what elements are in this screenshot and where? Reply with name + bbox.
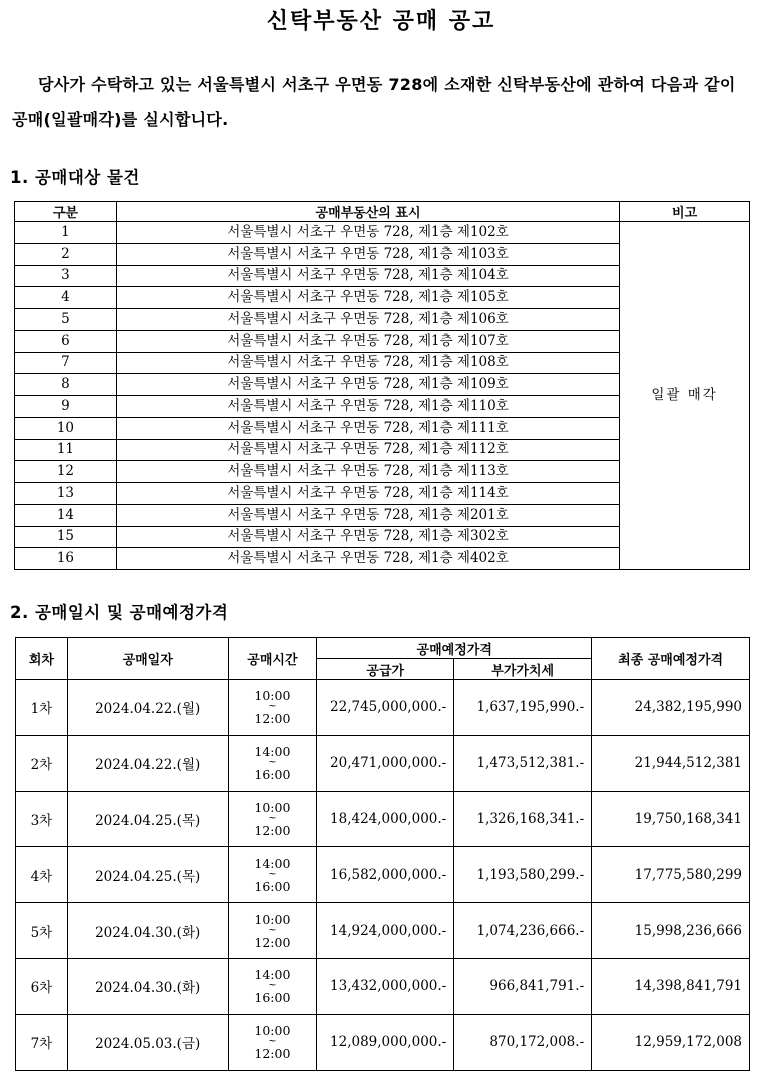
col-header-no: 구분	[15, 202, 117, 222]
time-separator: ~	[268, 757, 277, 769]
round-cell: 1차	[16, 680, 68, 736]
table-row	[16, 847, 750, 903]
time-separator: ~	[268, 1036, 277, 1048]
final-price-cell: 12,959,172,008	[592, 1014, 750, 1070]
section2-heading: 2. 공매일시 및 공매예정가격	[10, 603, 229, 622]
time-end: 12:00	[254, 934, 291, 950]
property-description: 서울특별시 서초구 우면동 728, 제1층 제114호	[116, 483, 619, 505]
auction-schedule-body	[16, 680, 750, 1071]
time-start: 10:00	[254, 688, 291, 704]
final-price-cell: 24,382,195,990	[592, 680, 750, 736]
time-separator: ~	[268, 701, 277, 713]
row-number: 1	[15, 222, 117, 244]
col-header-price-group: 공매예정가격	[317, 638, 592, 659]
page-title: 신탁부동산 공매 공고	[266, 9, 496, 34]
round-cell: 5차	[16, 903, 68, 959]
date-cell: 2024.04.22.(월)	[67, 680, 228, 736]
vat-cell: 1,473,512,381.-	[454, 735, 592, 791]
final-price-cell: 21,944,512,381	[592, 735, 750, 791]
time-start: 14:00	[254, 855, 291, 871]
final-price-cell: 15,998,236,666	[592, 903, 750, 959]
property-description: 서울특별시 서초구 우면동 728, 제1층 제110호	[116, 396, 619, 418]
supply-price-cell: 14,924,000,000.-	[317, 903, 454, 959]
time-end: 12:00	[254, 711, 291, 727]
round-cell: 4차	[16, 847, 68, 903]
date-cell: 2024.05.03.(금)	[67, 1014, 228, 1070]
row-number: 15	[15, 526, 117, 548]
auction-schedule-table	[15, 637, 750, 1071]
property-description: 서울특별시 서초구 우면동 728, 제1층 제113호	[116, 461, 619, 483]
date-cell: 2024.04.30.(화)	[67, 958, 228, 1014]
time-separator: ~	[268, 980, 277, 992]
time-cell	[228, 847, 317, 903]
round-cell: 7차	[16, 1014, 68, 1070]
time-start: 14:00	[254, 967, 291, 983]
time-cell	[228, 735, 317, 791]
row-number: 8	[15, 374, 117, 396]
row-number: 10	[15, 417, 117, 439]
supply-price-cell: 12,089,000,000.-	[317, 1014, 454, 1070]
time-end: 16:00	[254, 767, 291, 783]
property-description: 서울특별시 서초구 우면동 728, 제1층 제302호	[116, 526, 619, 548]
time-cell	[228, 791, 317, 847]
table-row	[16, 680, 750, 736]
time-start: 10:00	[254, 911, 291, 927]
vat-cell: 1,637,195,990.-	[454, 680, 592, 736]
final-price-cell: 19,750,168,341	[592, 791, 750, 847]
property-table	[14, 201, 750, 570]
property-description: 서울특별시 서초구 우면동 728, 제1층 제112호	[116, 439, 619, 461]
table-row	[16, 958, 750, 1014]
time-end: 16:00	[254, 878, 291, 894]
row-number: 2	[15, 243, 117, 265]
vat-cell: 1,193,580,299.-	[454, 847, 592, 903]
col-header-round: 회차	[16, 638, 68, 680]
table-row	[16, 791, 750, 847]
col-header-supply: 공급가	[317, 659, 454, 680]
property-description: 서울특별시 서초구 우면동 728, 제1층 제103호	[116, 243, 619, 265]
time-cell	[228, 903, 317, 959]
section1-heading: 1. 공매대상 물건	[10, 168, 140, 187]
supply-price-cell: 20,471,000,000.-	[317, 735, 454, 791]
time-end: 12:00	[254, 822, 291, 838]
vat-cell: 870,172,008.-	[454, 1014, 592, 1070]
property-description: 서울특별시 서초구 우면동 728, 제1층 제105호	[116, 287, 619, 309]
col-header-date: 공매일자	[67, 638, 228, 680]
time-end: 16:00	[254, 990, 291, 1006]
property-description: 서울특별시 서초구 우면동 728, 제1층 제201호	[116, 504, 619, 526]
property-table-body	[15, 222, 750, 570]
supply-price-cell: 18,424,000,000.-	[317, 791, 454, 847]
time-separator: ~	[268, 924, 277, 936]
property-description: 서울특별시 서초구 우면동 728, 제1층 제111호	[116, 417, 619, 439]
table-row	[16, 903, 750, 959]
col-header-vat: 부가가치세	[454, 659, 592, 680]
row-number: 16	[15, 548, 117, 570]
col-header-final: 최종 공매예정가격	[592, 638, 750, 680]
date-cell: 2024.04.25.(목)	[67, 847, 228, 903]
final-price-cell: 14,398,841,791	[592, 958, 750, 1014]
date-cell: 2024.04.30.(화)	[67, 903, 228, 959]
final-price-cell: 17,775,580,299	[592, 847, 750, 903]
col-header-time: 공매시간	[228, 638, 317, 680]
table-row	[15, 222, 750, 244]
date-cell: 2024.04.25.(목)	[67, 791, 228, 847]
time-start: 10:00	[254, 799, 291, 815]
row-number: 11	[15, 439, 117, 461]
date-cell: 2024.04.22.(월)	[67, 735, 228, 791]
vat-cell: 966,841,791.-	[454, 958, 592, 1014]
property-description: 서울특별시 서초구 우면동 728, 제1층 제109호	[116, 374, 619, 396]
time-end: 12:00	[254, 1046, 291, 1062]
round-cell: 2차	[16, 735, 68, 791]
property-description: 서울특별시 서초구 우면동 728, 제1층 제108호	[116, 352, 619, 374]
remark-cell: 일괄 매각	[620, 222, 750, 570]
property-description: 서울특별시 서초구 우면동 728, 제1층 제107호	[116, 330, 619, 352]
time-cell	[228, 680, 317, 736]
round-cell: 3차	[16, 791, 68, 847]
time-start: 10:00	[254, 1023, 291, 1039]
property-description: 서울특별시 서초구 우면동 728, 제1층 제402호	[116, 548, 619, 570]
property-description: 서울특별시 서초구 우면동 728, 제1층 제102호	[116, 222, 619, 244]
intro-paragraph: 당사가 수탁하고 있는 서울특별시 서초구 우면동 728에 소재한 신탁부동산에 관하여 다음과 같이 공매(일괄매각)를 실시합니다.	[12, 75, 736, 129]
row-number: 7	[15, 352, 117, 374]
row-number: 4	[15, 287, 117, 309]
vat-cell: 1,074,236,666.-	[454, 903, 592, 959]
row-number: 5	[15, 309, 117, 331]
vat-cell: 1,326,168,341.-	[454, 791, 592, 847]
time-cell	[228, 1014, 317, 1070]
time-start: 14:00	[254, 744, 291, 760]
supply-price-cell: 16,582,000,000.-	[317, 847, 454, 903]
table-row	[16, 735, 750, 791]
time-cell	[228, 958, 317, 1014]
time-separator: ~	[268, 812, 277, 824]
property-description: 서울특별시 서초구 우면동 728, 제1층 제104호	[116, 265, 619, 287]
row-number: 13	[15, 483, 117, 505]
supply-price-cell: 22,745,000,000.-	[317, 680, 454, 736]
row-number: 9	[15, 396, 117, 418]
row-number: 14	[15, 504, 117, 526]
row-number: 6	[15, 330, 117, 352]
row-number: 12	[15, 461, 117, 483]
col-header-remark: 비고	[620, 202, 750, 222]
time-separator: ~	[268, 868, 277, 880]
table-row	[16, 1014, 750, 1070]
supply-price-cell: 13,432,000,000.-	[317, 958, 454, 1014]
round-cell: 6차	[16, 958, 68, 1014]
col-header-property: 공매부동산의 표시	[116, 202, 619, 222]
row-number: 3	[15, 265, 117, 287]
property-description: 서울특별시 서초구 우면동 728, 제1층 제106호	[116, 309, 619, 331]
